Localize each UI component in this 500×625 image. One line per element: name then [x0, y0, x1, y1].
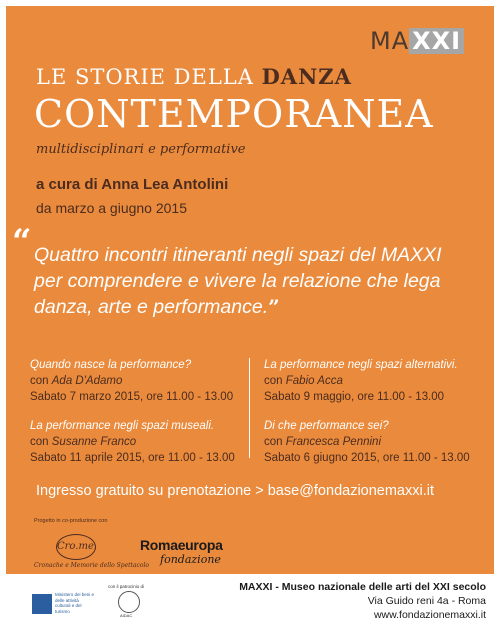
event-with-prefix: con	[264, 436, 286, 448]
event-title: Di che performance sei?	[264, 420, 389, 432]
romaeuropa-sub: fondazione	[160, 553, 221, 566]
title-line-1	[36, 64, 352, 89]
event-title: La performance negli spazi alternativi.	[264, 359, 458, 371]
maxxi-logo	[370, 28, 464, 54]
event-date: Sabato 9 maggio, ore 11.00 - 13.00	[264, 391, 445, 403]
title-prefix: LE STORIE DELLA	[36, 65, 262, 89]
romaeuropa-name: Romaeuropa	[140, 537, 223, 553]
quote-open-mark: “	[12, 222, 32, 262]
event-title: Quando nasce la performance?	[30, 359, 192, 371]
event-date: Sabato 11 aprile 2015, ore 11.00 - 13.00	[30, 452, 235, 464]
patronage-logo	[108, 584, 154, 618]
crome-logo	[34, 534, 154, 574]
event-date: Sabato 6 giugno 2015, ore 11.00 - 13.00	[264, 452, 470, 464]
event-speaker-line	[264, 434, 470, 450]
patronage-caption: AIDAC	[120, 613, 133, 618]
quote-text: Quattro incontri itineranti negli spazi del MAXXI per comprendere e vivere la relazione che lega danza, arte e performance.	[34, 244, 442, 318]
subtitle: multidisciplinari e performative	[36, 142, 246, 157]
event-speaker: Fabio Acca	[285, 375, 343, 387]
curator: a cura di Anna Lea Antolini	[36, 176, 229, 193]
footer-website[interactable]: www.fondazionemaxxi.it	[373, 609, 486, 621]
quote-close-mark: ”	[268, 295, 280, 319]
event-speaker: Ada D'Adamo	[51, 375, 123, 387]
footer-museum-name: MAXXI - Museo nazionale delle arti del XXI secolo	[239, 581, 486, 593]
patronage-label: con il patrocinio di	[108, 584, 145, 589]
event-with-prefix: con	[30, 436, 52, 448]
logo-ma: MA	[370, 27, 410, 55]
event-speaker: Francesca Pennini	[285, 436, 381, 448]
crome-tagline: Cronache e Memorie dello Spettacolo	[34, 562, 150, 569]
title-line-2: CONTEMPORANEA	[34, 92, 434, 136]
event-title: La performance negli spazi museali.	[30, 420, 215, 432]
coproduction-label: Progetto in co-produzione con	[34, 518, 108, 524]
event-1	[30, 357, 233, 405]
date-range: da marzo a giugno 2015	[36, 200, 187, 216]
romaeuropa-logo	[140, 537, 236, 566]
event-speaker: Susanne Franco	[51, 436, 137, 448]
booking-info: Ingresso gratuito su prenotazione > base@fondazionemaxxi.it	[36, 483, 434, 499]
mibact-emblem-icon	[32, 594, 52, 614]
title-danza: DANZA	[261, 64, 352, 89]
event-4	[264, 418, 470, 466]
event-speaker-line	[30, 434, 235, 450]
column-divider	[249, 358, 250, 458]
crome-logo-mark: Cro.me.	[56, 534, 96, 560]
footer	[239, 580, 486, 622]
event-3	[30, 418, 235, 466]
event-2	[264, 357, 458, 405]
event-speaker-line	[30, 373, 233, 389]
event-date: Sabato 7 marzo 2015, ore 11.00 - 13.00	[30, 391, 234, 403]
event-with-prefix: con	[30, 375, 52, 387]
logo-xxi: XXI	[409, 28, 464, 54]
footer-address: Via Guido reni 4a - Roma	[367, 595, 486, 607]
seal-icon	[118, 591, 140, 613]
event-with-prefix: con	[264, 375, 286, 387]
quote-block	[34, 242, 474, 320]
mibact-text: Ministero dei beni e delle attività culturali e del turismo	[55, 592, 95, 614]
mibact-logo	[32, 592, 95, 616]
event-speaker-line	[264, 373, 458, 389]
